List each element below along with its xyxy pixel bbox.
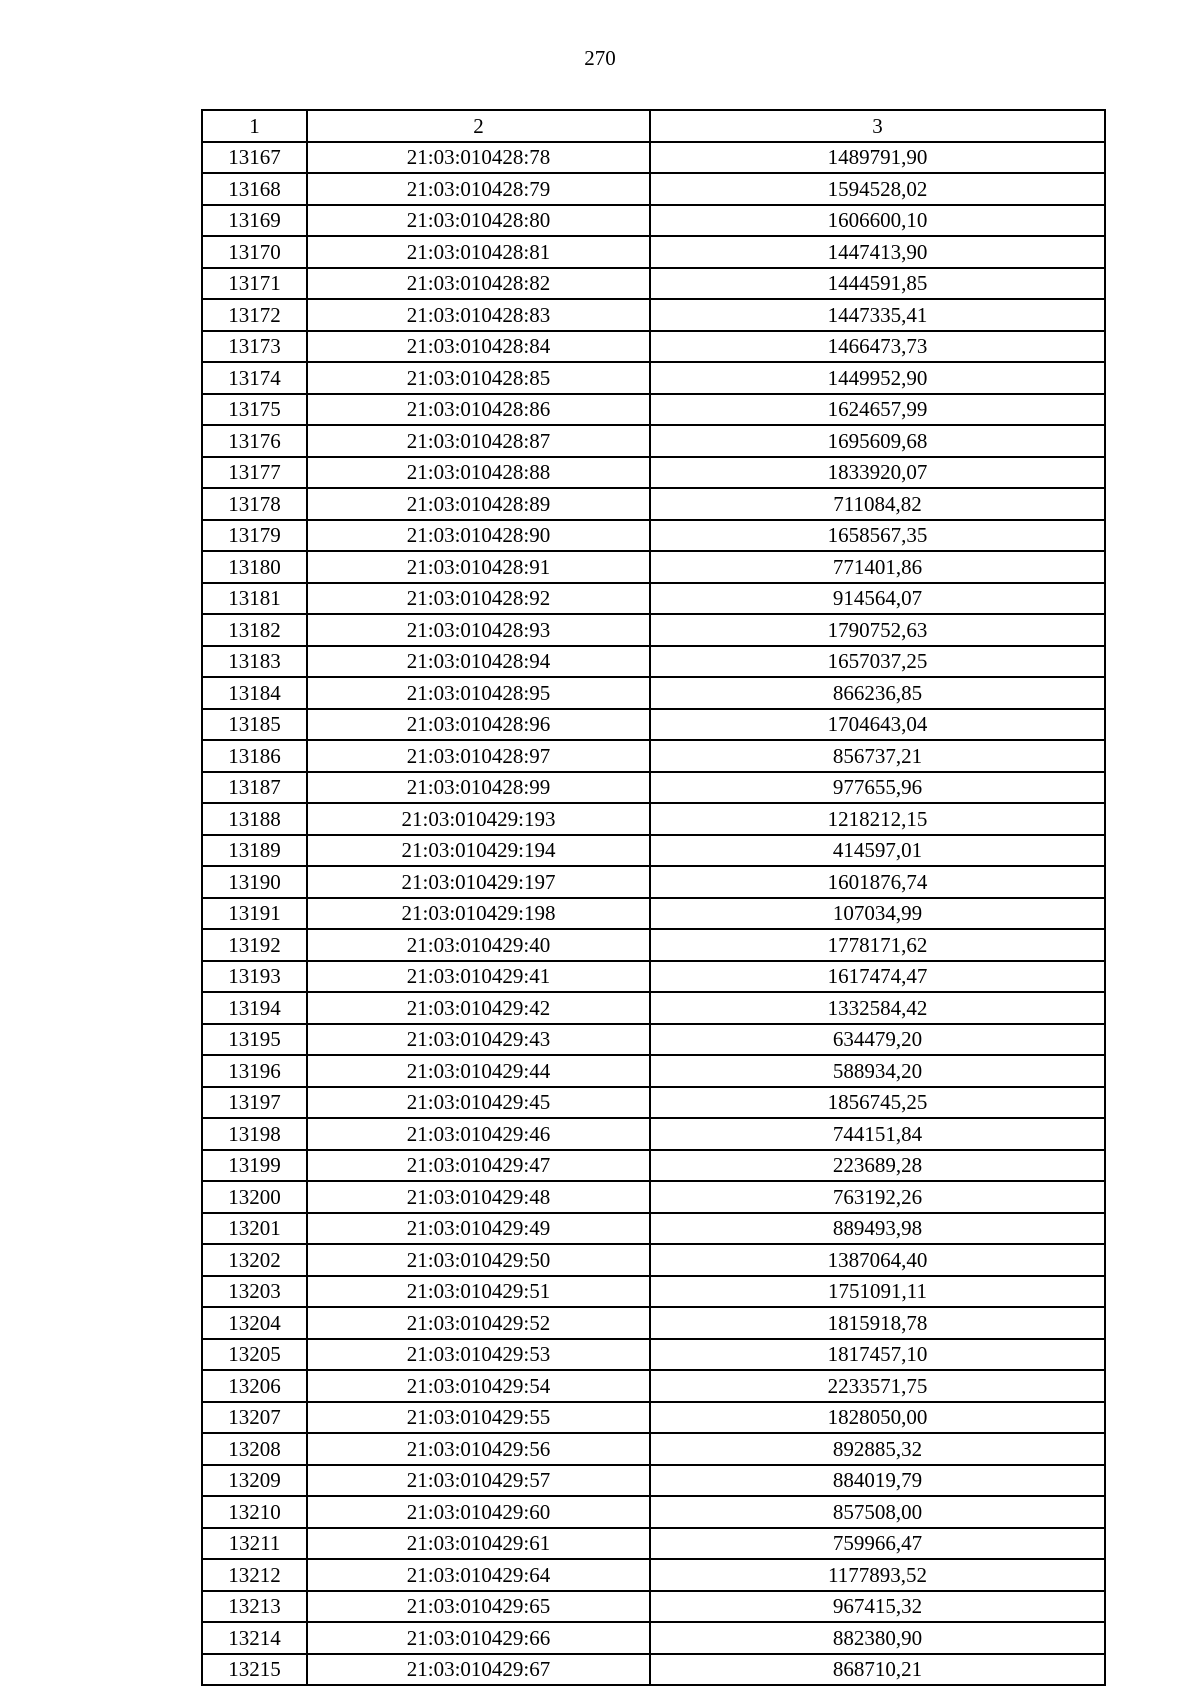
row-number-cell: 13214 [202,1622,307,1654]
value-cell: 1704643,04 [650,709,1105,741]
cadastral-number-cell: 21:03:010429:41 [307,961,650,993]
cadastral-number-cell: 21:03:010429:40 [307,929,650,961]
value-cell: 884019,79 [650,1465,1105,1497]
row-number-cell: 13188 [202,803,307,835]
cadastral-number-cell: 21:03:010429:43 [307,1024,650,1056]
value-cell: 759966,47 [650,1528,1105,1560]
table-row [202,331,1105,363]
row-number-cell: 13187 [202,772,307,804]
row-number-cell: 13178 [202,488,307,520]
value-cell: 1833920,07 [650,457,1105,489]
row-number-cell: 13168 [202,173,307,205]
value-cell: 889493,98 [650,1213,1105,1245]
table-row [202,772,1105,804]
value-cell: 977655,96 [650,772,1105,804]
row-number-cell: 13175 [202,394,307,426]
cadastral-number-cell: 21:03:010429:198 [307,898,650,930]
value-cell: 1617474,47 [650,961,1105,993]
table-row [202,1370,1105,1402]
table-row [202,551,1105,583]
row-number-cell: 13208 [202,1433,307,1465]
table-row [202,1528,1105,1560]
column-header: 1 [202,110,307,142]
cadastral-number-cell: 21:03:010429:49 [307,1213,650,1245]
table-row [202,1055,1105,1087]
table-header-row [202,110,1105,142]
column-header: 3 [650,110,1105,142]
cadastral-number-cell: 21:03:010428:92 [307,583,650,615]
row-number-cell: 13186 [202,740,307,772]
cadastral-number-cell: 21:03:010429:64 [307,1559,650,1591]
table-row [202,1118,1105,1150]
table-row [202,835,1105,867]
value-cell: 857508,00 [650,1496,1105,1528]
value-cell: 914564,07 [650,583,1105,615]
cadastral-number-cell: 21:03:010428:84 [307,331,650,363]
row-number-cell: 13185 [202,709,307,741]
table-row [202,394,1105,426]
table-row [202,142,1105,174]
value-cell: 1658567,35 [650,520,1105,552]
row-number-cell: 13190 [202,866,307,898]
row-number-cell: 13192 [202,929,307,961]
row-number-cell: 13195 [202,1024,307,1056]
cadastral-number-cell: 21:03:010428:82 [307,268,650,300]
row-number-cell: 13179 [202,520,307,552]
cadastral-number-cell: 21:03:010428:88 [307,457,650,489]
value-cell: 1790752,63 [650,614,1105,646]
table-row [202,1024,1105,1056]
column-header: 2 [307,110,650,142]
table-row [202,488,1105,520]
row-number-cell: 13189 [202,835,307,867]
table-row [202,1465,1105,1497]
row-number-cell: 13201 [202,1213,307,1245]
value-cell: 892885,32 [650,1433,1105,1465]
cadastral-number-cell: 21:03:010429:45 [307,1087,650,1119]
row-number-cell: 13207 [202,1402,307,1434]
value-cell: 1601876,74 [650,866,1105,898]
value-cell: 1828050,00 [650,1402,1105,1434]
value-cell: 1218212,15 [650,803,1105,835]
row-number-cell: 13197 [202,1087,307,1119]
cadastral-number-cell: 21:03:010429:60 [307,1496,650,1528]
cadastral-number-cell: 21:03:010428:86 [307,394,650,426]
cadastral-number-cell: 21:03:010429:194 [307,835,650,867]
table-row [202,362,1105,394]
value-cell: 1695609,68 [650,425,1105,457]
value-cell: 1815918,78 [650,1307,1105,1339]
table-row [202,866,1105,898]
cadastral-number-cell: 21:03:010428:91 [307,551,650,583]
row-number-cell: 13205 [202,1339,307,1371]
value-cell: 1447413,90 [650,236,1105,268]
row-number-cell: 13191 [202,898,307,930]
cadastral-number-cell: 21:03:010428:93 [307,614,650,646]
value-cell: 1447335,41 [650,299,1105,331]
cadastral-number-cell: 21:03:010428:96 [307,709,650,741]
row-number-cell: 13203 [202,1276,307,1308]
table-row [202,1496,1105,1528]
row-number-cell: 13210 [202,1496,307,1528]
cadastral-number-cell: 21:03:010429:65 [307,1591,650,1623]
value-cell: 868710,21 [650,1654,1105,1686]
value-cell: 856737,21 [650,740,1105,772]
table-row [202,1181,1105,1213]
row-number-cell: 13177 [202,457,307,489]
cadastral-number-cell: 21:03:010428:78 [307,142,650,174]
cadastral-number-cell: 21:03:010428:81 [307,236,650,268]
table-row [202,1213,1105,1245]
row-number-cell: 13183 [202,646,307,678]
table-row [202,929,1105,961]
table-row [202,425,1105,457]
table-row [202,1307,1105,1339]
table-row [202,173,1105,205]
cadastral-number-cell: 21:03:010429:61 [307,1528,650,1560]
cadastral-number-cell: 21:03:010429:52 [307,1307,650,1339]
table-row [202,299,1105,331]
value-cell: 634479,20 [650,1024,1105,1056]
row-number-cell: 13198 [202,1118,307,1150]
cadastral-number-cell: 21:03:010428:85 [307,362,650,394]
cadastral-number-cell: 21:03:010429:54 [307,1370,650,1402]
row-number-cell: 13171 [202,268,307,300]
table-row [202,583,1105,615]
row-number-cell: 13193 [202,961,307,993]
cadastral-number-cell: 21:03:010429:48 [307,1181,650,1213]
value-cell: 1751091,11 [650,1276,1105,1308]
cadastral-number-cell: 21:03:010428:94 [307,646,650,678]
table-row [202,677,1105,709]
value-cell: 1817457,10 [650,1339,1105,1371]
row-number-cell: 13172 [202,299,307,331]
cadastral-number-cell: 21:03:010429:53 [307,1339,650,1371]
row-number-cell: 13181 [202,583,307,615]
row-number-cell: 13199 [202,1150,307,1182]
value-cell: 1489791,90 [650,142,1105,174]
cadastral-number-cell: 21:03:010428:90 [307,520,650,552]
cadastral-number-cell: 21:03:010429:42 [307,992,650,1024]
cadastral-number-cell: 21:03:010429:44 [307,1055,650,1087]
row-number-cell: 13209 [202,1465,307,1497]
table-row [202,709,1105,741]
cadastral-number-cell: 21:03:010428:95 [307,677,650,709]
value-cell: 763192,26 [650,1181,1105,1213]
table-row [202,1276,1105,1308]
cadastral-number-cell: 21:03:010429:67 [307,1654,650,1686]
value-cell: 1332584,42 [650,992,1105,1024]
value-cell: 882380,90 [650,1622,1105,1654]
cadastral-number-cell: 21:03:010428:89 [307,488,650,520]
value-cell: 107034,99 [650,898,1105,930]
row-number-cell: 13211 [202,1528,307,1560]
cadastral-number-cell: 21:03:010429:56 [307,1433,650,1465]
value-cell: 2233571,75 [650,1370,1105,1402]
cadastral-number-cell: 21:03:010428:80 [307,205,650,237]
cadastral-number-cell: 21:03:010429:47 [307,1150,650,1182]
cadastral-number-cell: 21:03:010428:97 [307,740,650,772]
cadastral-number-cell: 21:03:010429:46 [307,1118,650,1150]
row-number-cell: 13169 [202,205,307,237]
value-cell: 1657037,25 [650,646,1105,678]
value-cell: 1606600,10 [650,205,1105,237]
cadastral-number-cell: 21:03:010429:57 [307,1465,650,1497]
table-row [202,740,1105,772]
row-number-cell: 13174 [202,362,307,394]
table-row [202,1433,1105,1465]
value-cell: 866236,85 [650,677,1105,709]
table-row [202,268,1105,300]
table-row [202,1654,1105,1686]
value-cell: 414597,01 [650,835,1105,867]
table-row [202,457,1105,489]
table-row [202,1150,1105,1182]
row-number-cell: 13180 [202,551,307,583]
page-number: 270 [584,46,616,70]
value-cell: 967415,32 [650,1591,1105,1623]
row-number-cell: 13182 [202,614,307,646]
row-number-cell: 13204 [202,1307,307,1339]
table-row [202,961,1105,993]
cadastral-number-cell: 21:03:010429:55 [307,1402,650,1434]
value-cell: 1778171,62 [650,929,1105,961]
data-table [201,109,1106,1686]
row-number-cell: 13202 [202,1244,307,1276]
value-cell: 588934,20 [650,1055,1105,1087]
row-number-cell: 13170 [202,236,307,268]
table-row [202,803,1105,835]
cadastral-number-cell: 21:03:010428:79 [307,173,650,205]
table-row [202,1591,1105,1623]
table-row [202,520,1105,552]
value-cell: 744151,84 [650,1118,1105,1150]
row-number-cell: 13215 [202,1654,307,1686]
value-cell: 1177893,52 [650,1559,1105,1591]
value-cell: 771401,86 [650,551,1105,583]
value-cell: 1444591,85 [650,268,1105,300]
row-number-cell: 13167 [202,142,307,174]
table-row [202,236,1105,268]
cadastral-number-cell: 21:03:010429:193 [307,803,650,835]
table-row [202,898,1105,930]
value-cell: 1449952,90 [650,362,1105,394]
cadastral-number-cell: 21:03:010429:66 [307,1622,650,1654]
value-cell: 1387064,40 [650,1244,1105,1276]
table-row [202,646,1105,678]
value-cell: 711084,82 [650,488,1105,520]
cadastral-number-cell: 21:03:010428:83 [307,299,650,331]
value-cell: 1624657,99 [650,394,1105,426]
row-number-cell: 13206 [202,1370,307,1402]
row-number-cell: 13213 [202,1591,307,1623]
row-number-cell: 13184 [202,677,307,709]
row-number-cell: 13194 [202,992,307,1024]
table-row [202,1244,1105,1276]
value-cell: 1856745,25 [650,1087,1105,1119]
value-cell: 1594528,02 [650,173,1105,205]
row-number-cell: 13196 [202,1055,307,1087]
value-cell: 223689,28 [650,1150,1105,1182]
cadastral-number-cell: 21:03:010429:51 [307,1276,650,1308]
cadastral-number-cell: 21:03:010428:87 [307,425,650,457]
row-number-cell: 13176 [202,425,307,457]
value-cell: 1466473,73 [650,331,1105,363]
row-number-cell: 13173 [202,331,307,363]
cadastral-number-cell: 21:03:010428:99 [307,772,650,804]
table-row [202,1339,1105,1371]
table-row [202,1622,1105,1654]
table-row [202,205,1105,237]
table-row [202,992,1105,1024]
cadastral-number-cell: 21:03:010429:197 [307,866,650,898]
table-row [202,1402,1105,1434]
table-body [202,142,1105,1686]
table-row [202,614,1105,646]
table-row [202,1559,1105,1591]
row-number-cell: 13200 [202,1181,307,1213]
row-number-cell: 13212 [202,1559,307,1591]
cadastral-number-cell: 21:03:010429:50 [307,1244,650,1276]
table-row [202,1087,1105,1119]
